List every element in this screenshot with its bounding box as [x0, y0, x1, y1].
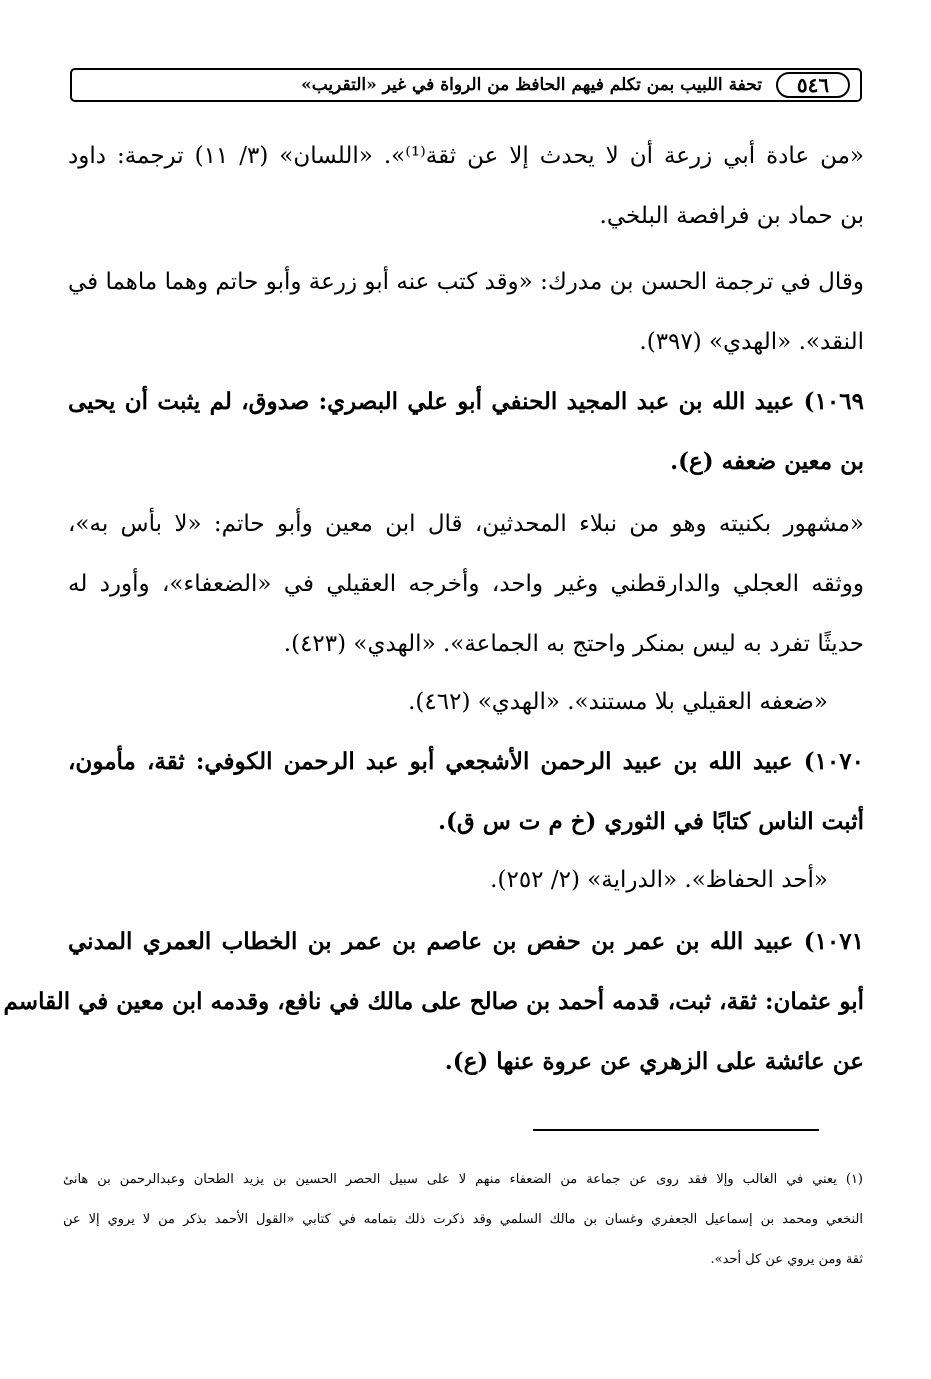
page-header: [70, 68, 862, 102]
text-line: «أحد الحفاظ». «الدراية» (٢/ ٢٥٢).: [490, 867, 828, 893]
entry-heading-1069-cont: بن معين ضعفه (ع).: [670, 448, 864, 475]
footnote-line: ثقة ومن يروي عن كل أحد».: [710, 1252, 863, 1267]
text-line: «من عادة أبي زرعة أن لا يحدث إلا عن ثقة⁽¹⁾». «اللسان» (٣/ ١١) ترجمة: داود: [68, 143, 864, 169]
entry-heading-1070: ١٠٧٠) عبيد الله بن عبيد الرحمن الأشجعي أبو عبد الرحمن الكوفي: ثقة، مأمون،: [68, 748, 864, 775]
text-line: ووثقه العجلي والدارقطني وغير واحد، وأخرجه العقيلي في «الضعفاء»، وأورد له: [68, 571, 864, 597]
text-line: حديثًا تفرد به ليس بمنكر واحتج به الجماعة». «الهدي» (٤٢٣).: [283, 631, 864, 657]
entry-heading-1071-cont: عن عائشة على الزهري عن عروة عنها (ع).: [444, 1048, 864, 1075]
entry-heading-1071: ١٠٧١) عبيد الله بن عمر بن حفص بن عاصم بن عمر بن الخطاب العمري المدني: [68, 928, 864, 955]
footnote-line: النخعي ومحمد بن إسماعيل الجعفري وغسان بن مالك السلمي وقد ذكرت ذلك بتمامه في كتابي «القول الأحمد بذكر من لا يروي إلا عن: [63, 1212, 863, 1227]
running-title: تحفة اللبيب بمن تكلم فيهم الحافظ من الرواة في غير «التقريب»: [301, 75, 762, 95]
text-line: وقال في ترجمة الحسن بن مدرك: «وقد كتب عنه أبو زرعة وأبو حاتم وهما ماهما في: [68, 269, 864, 295]
footnote-line: (١) يعني في الغالب وإلا فقد روى عن جماعة من الضعفاء منهم لا على سبيل الحصر الحسين بن يزيد الطحان وعبدالرحمن بن هانئ: [63, 1172, 863, 1187]
entry-heading-1070-cont: أثبت الناس كتابًا في الثوري (خ م ت س ق).: [437, 808, 864, 835]
text-line: بن حماد بن فرافصة البلخي.: [599, 203, 864, 229]
page-number: ٥٤٦: [776, 72, 850, 98]
footnote-separator: [533, 1129, 819, 1131]
text-line: «ضعفه العقيلي بلا مستند». «الهدي» (٤٦٢).: [408, 689, 828, 715]
entry-heading-1069: ١٠٦٩) عبيد الله بن عبد المجيد الحنفي أبو علي البصري: صدوق، لم يثبت أن يحيى: [68, 388, 864, 415]
text-line: «مشهور بكنيته وهو من نبلاء المحدثين، قال ابن معين وأبو حاتم: «لا بأس به»،: [68, 511, 864, 537]
text-line: النقد». «الهدي» (٣٩٧).: [639, 329, 864, 355]
entry-heading-1071-cont: أبو عثمان: ثقة، ثبت، قدمه أحمد بن صالح على مالك في نافع، وقدمه ابن معين في القاسم: [3, 988, 864, 1015]
